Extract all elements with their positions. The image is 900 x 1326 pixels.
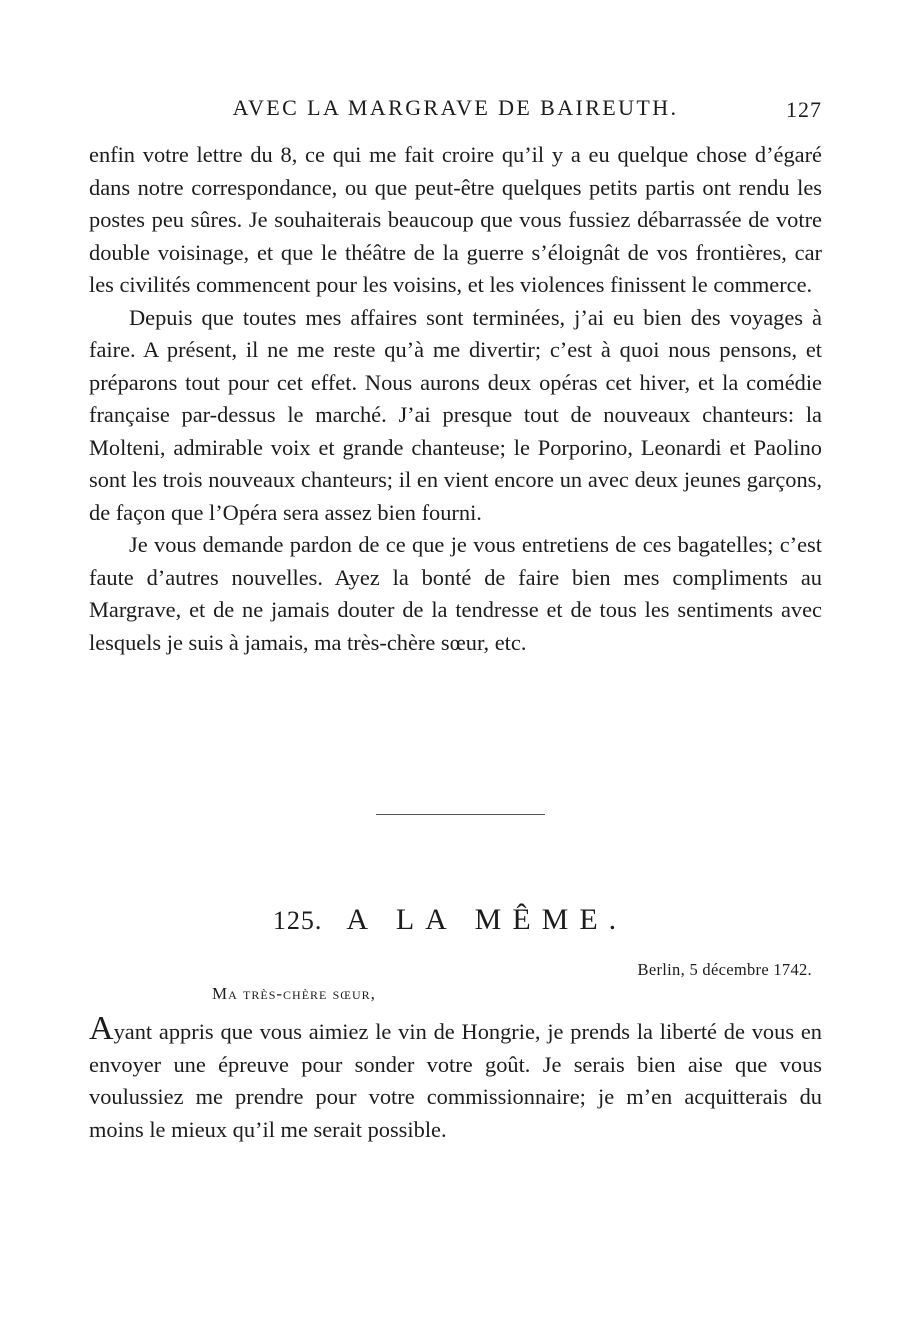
dateline: Berlin, 5 décembre 1742. bbox=[637, 960, 812, 979]
letter-title: A LA MÊME. bbox=[346, 903, 628, 936]
paragraph: Je vous demande pardon de ce que je vous entretiens de ces bagatelles; c’est faute d’autres nouvelles. Ayez la bonté de faire bien mes compliments au Margrave, et de ne jamais douter de la tendresse et de tous les sentiments avec lesquels je suis à jamais, ma très-chère sœur, etc. bbox=[89, 532, 822, 655]
paragraph-continuation: enfin votre lettre du 8, ce qui me fait croire qu’il y a eu quelque chose d’égaré dans notre correspondance, ou que peut-être quelques petits partis ont rendu les postes peu sûres. Je souhaiterais beaucoup que vous fussiez débarrassée de votre double voisinage, et que le théâtre de la guerre s’éloignât de vos frontières, car les civilités commencent pour les voisins, et les violences finissent le commerce. bbox=[89, 142, 822, 297]
running-title: AVEC LA MARGRAVE DE BAIREUTH. bbox=[232, 95, 679, 120]
paragraph: Depuis que toutes mes affaires sont terminées, j’ai eu bien des voyages à faire. A présent, il ne me reste qu’à me divertir; c’est à quoi nous pensons, et préparons tout pour cet effet. Nous aurons deux opéras cet hiver, et la comédie française par-dessus le marché. J’ai presque tout de nouveaux chanteurs: la Molteni, admirable voix et grande chanteuse; le Porporino, Leonardi et Paolino sont les trois nouveaux chanteurs; il en vient encore un avec deux jeunes garçons, de façon que l’Opéra sera assez bien fourni. bbox=[89, 304, 822, 525]
body-text bbox=[89, 139, 822, 659]
section-separator-rule bbox=[376, 814, 545, 815]
salutation: Ma très-chère sœur, bbox=[212, 984, 376, 1003]
letter-paragraph bbox=[89, 1010, 822, 1146]
letter-heading bbox=[0, 900, 900, 941]
page-number: 127 bbox=[786, 97, 822, 122]
letter-number: 125. bbox=[272, 906, 323, 935]
letter-paragraph-text: yant appris que vous aimiez le vin de Hongrie, je prends la liberté de vous en envoyer une épreuve pour sonder votre goût. Je serais bien aise que vous voulussiez me prendre pour votre commissionnaire; je m’en acquitterais du moins le mieux qu’il me serait possible. bbox=[89, 1019, 822, 1142]
letter-text bbox=[89, 1010, 822, 1146]
running-head bbox=[89, 92, 822, 126]
drop-cap: A bbox=[89, 1010, 114, 1047]
